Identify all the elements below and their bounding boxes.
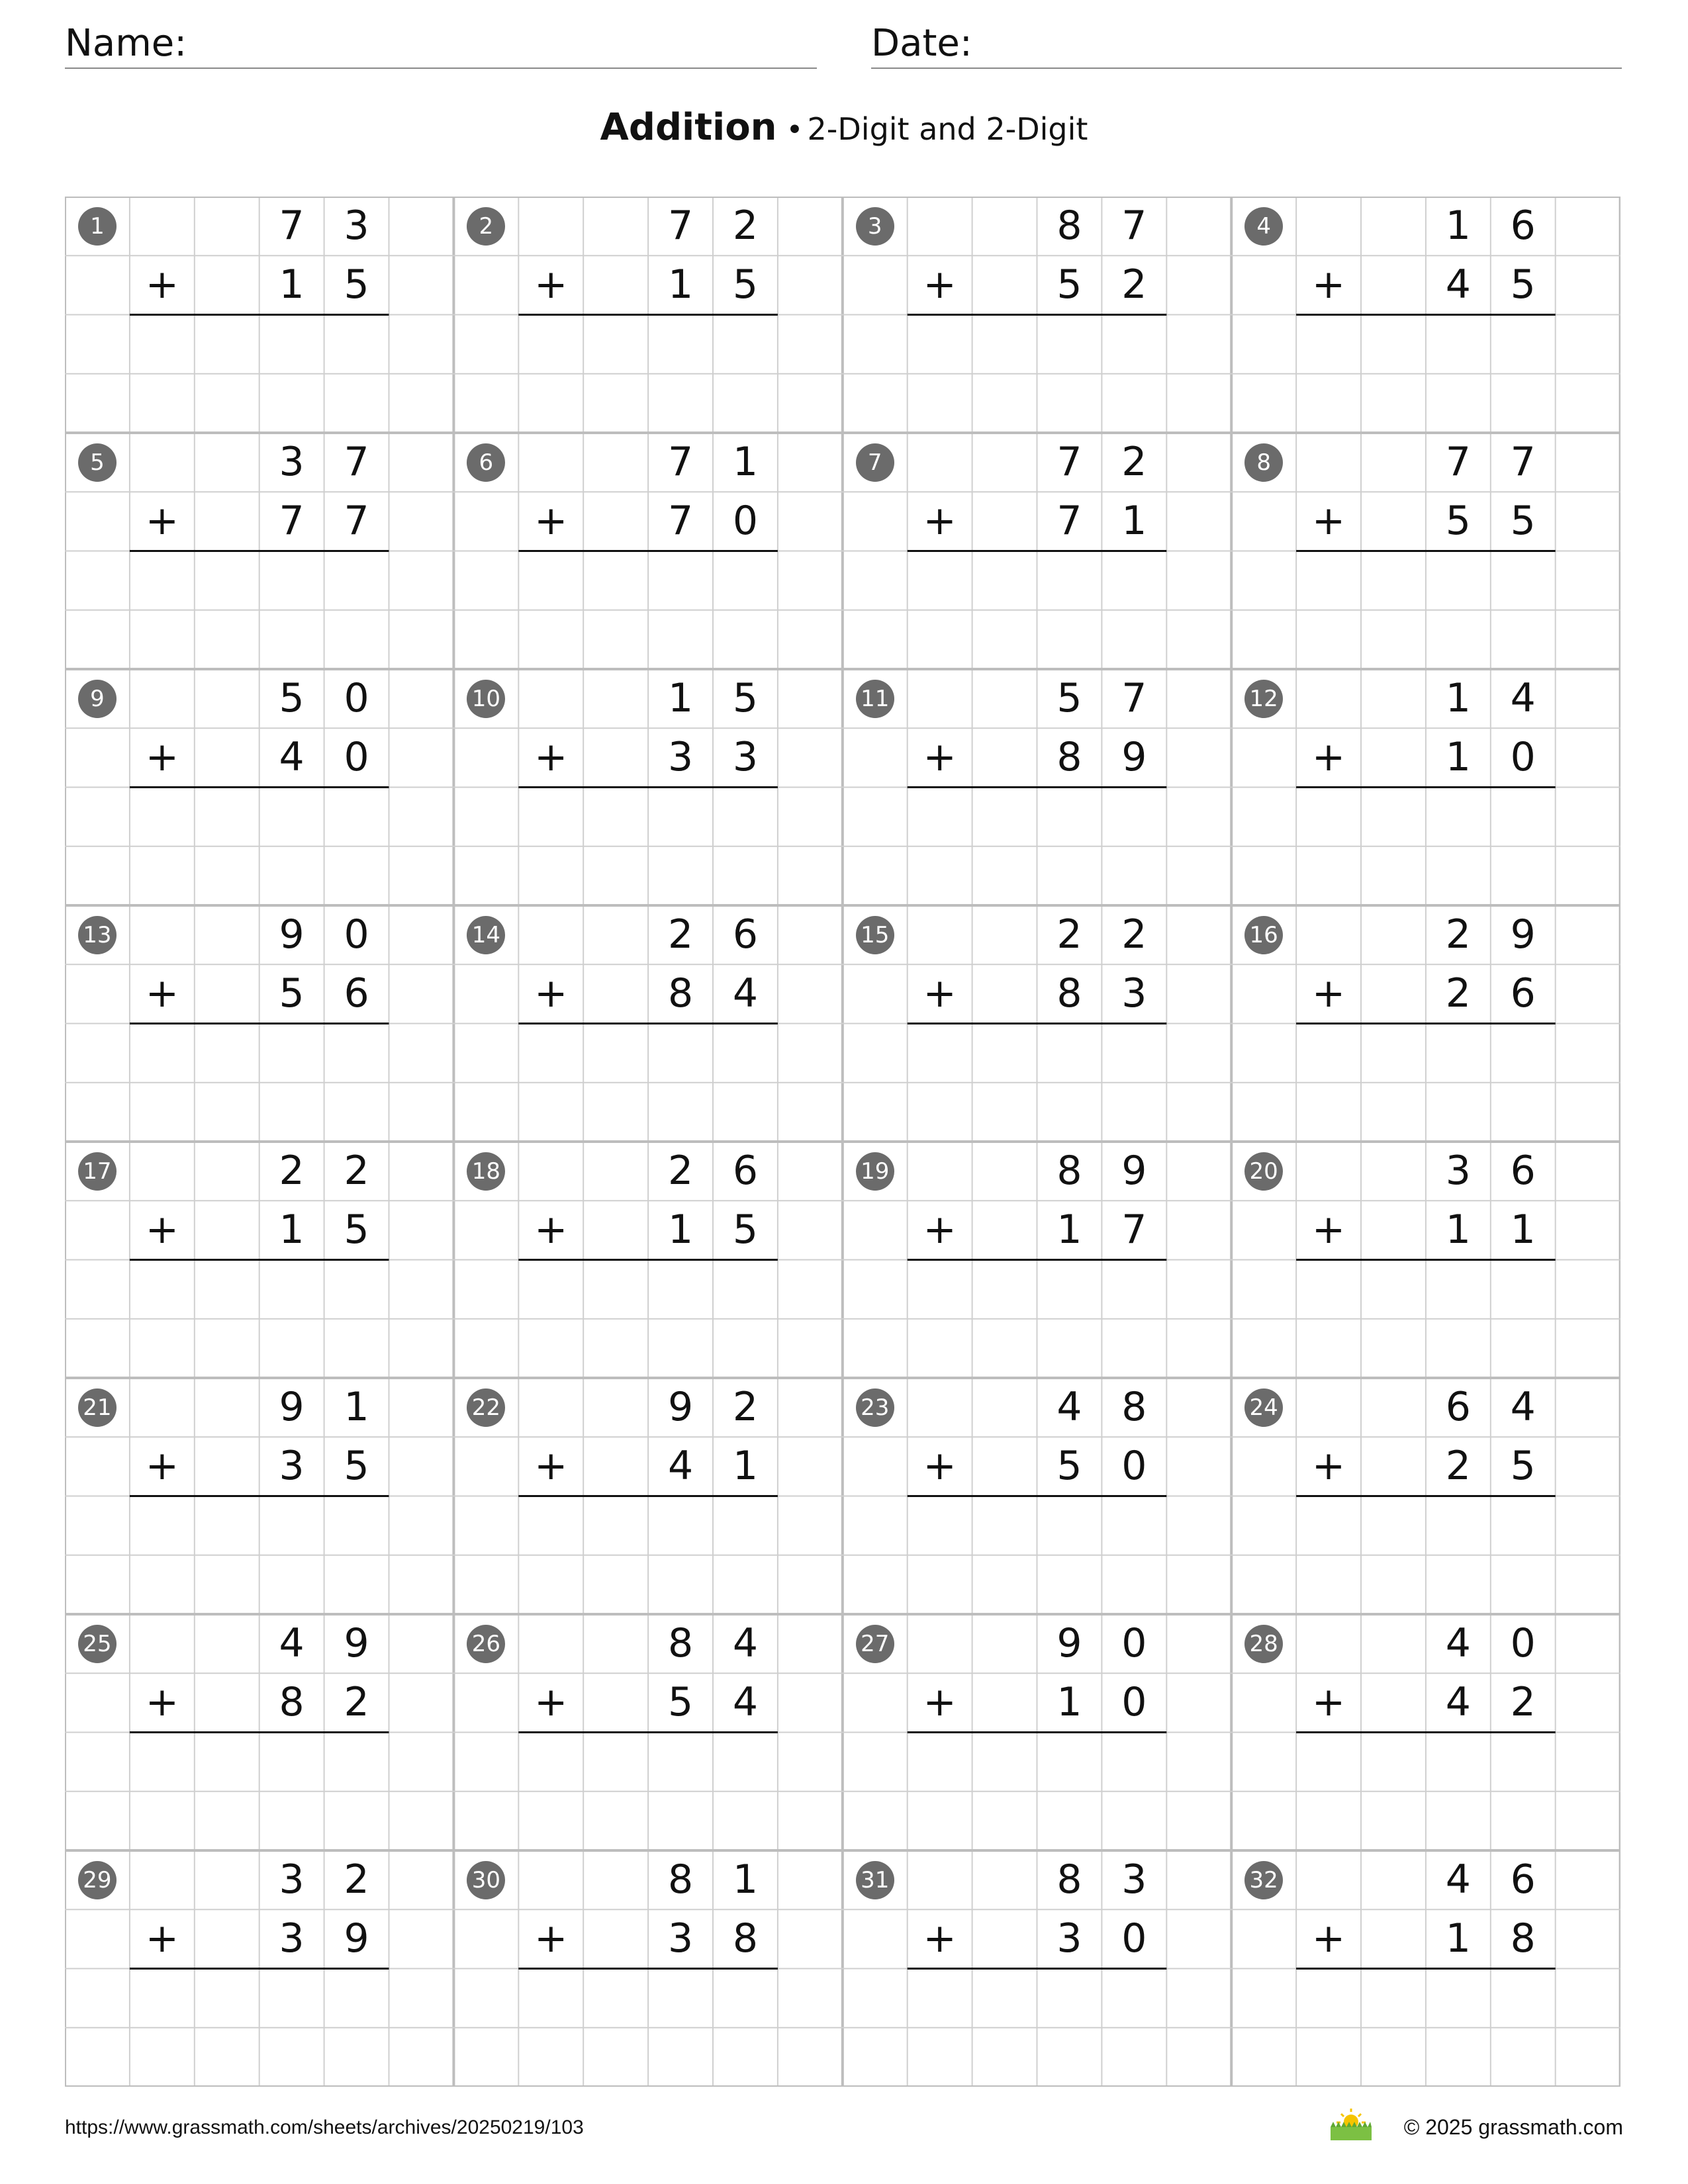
- top-ones-digit: 3: [344, 203, 369, 249]
- plus-sign: +: [923, 261, 957, 308]
- problem-number-badge: 25: [78, 1625, 117, 1663]
- plus-sign: +: [1311, 498, 1346, 545]
- date-field[interactable]: [871, 20, 1622, 69]
- bottom-tens-digit: 3: [279, 1915, 305, 1962]
- footer-url: https://www.grassmath.com/sheets/archives/20250219/103: [65, 2116, 584, 2138]
- plus-sign: +: [923, 498, 957, 545]
- plus-sign: +: [1311, 1915, 1346, 1962]
- top-ones-digit: 3: [1121, 1856, 1147, 1903]
- bottom-tens-digit: 1: [667, 1206, 694, 1253]
- top-tens-digit: 7: [667, 203, 694, 249]
- bottom-tens-digit: 3: [279, 1443, 305, 1490]
- bottom-ones-digit: 2: [1510, 1679, 1536, 1726]
- top-tens-digit: 3: [279, 1856, 305, 1903]
- answer-area[interactable]: [130, 789, 389, 845]
- top-ones-digit: 0: [1510, 1620, 1536, 1666]
- problem-number-badge: 6: [467, 443, 505, 482]
- top-tens-digit: 2: [279, 1148, 305, 1194]
- problem-number-badge: 3: [856, 207, 894, 246]
- top-tens-digit: 7: [667, 439, 694, 485]
- title-subtitle: 2-Digit and 2-Digit: [807, 111, 1088, 147]
- top-tens-digit: 4: [1445, 1620, 1471, 1666]
- bottom-ones-digit: 3: [732, 734, 759, 781]
- problem-number-badge: 29: [78, 1861, 117, 1899]
- top-tens-digit: 9: [279, 911, 305, 958]
- answer-area[interactable]: [518, 1498, 778, 1554]
- answer-area[interactable]: [908, 1498, 1167, 1554]
- top-tens-digit: 6: [1445, 1384, 1471, 1430]
- problem-number-badge: 4: [1244, 207, 1283, 246]
- plus-sign: +: [534, 1679, 568, 1726]
- bottom-tens-digit: 5: [1056, 1443, 1082, 1490]
- bottom-tens-digit: 1: [1056, 1206, 1082, 1253]
- problem-number-badge: 7: [856, 443, 894, 482]
- plus-sign: +: [534, 261, 568, 308]
- top-tens-digit: 2: [667, 1148, 694, 1194]
- top-tens-digit: 2: [1445, 911, 1471, 958]
- top-ones-digit: 0: [1121, 1620, 1147, 1666]
- bottom-tens-digit: 1: [1445, 1206, 1471, 1253]
- bottom-ones-digit: 9: [1121, 734, 1147, 781]
- problem-number-badge: 21: [78, 1388, 117, 1427]
- bottom-ones-digit: 5: [344, 261, 369, 308]
- top-ones-digit: 2: [732, 1384, 759, 1430]
- bottom-tens-digit: 1: [1445, 1915, 1471, 1962]
- answer-area[interactable]: [130, 1734, 389, 1790]
- bottom-tens-digit: 3: [667, 1915, 694, 1962]
- answer-area[interactable]: [908, 1261, 1167, 1318]
- name-label: Name:: [65, 22, 187, 65]
- plus-sign: +: [534, 1443, 568, 1490]
- answer-area[interactable]: [1296, 789, 1556, 845]
- bottom-tens-digit: 5: [1056, 261, 1082, 308]
- top-ones-digit: 2: [1121, 439, 1147, 485]
- bottom-tens-digit: 4: [667, 1443, 694, 1490]
- bottom-tens-digit: 7: [279, 498, 305, 545]
- top-ones-digit: 1: [344, 1384, 369, 1430]
- bottom-ones-digit: 7: [344, 498, 369, 545]
- top-tens-digit: 3: [279, 439, 305, 485]
- top-ones-digit: 8: [1121, 1384, 1147, 1430]
- bottom-ones-digit: 1: [1510, 1206, 1536, 1253]
- bottom-ones-digit: 4: [732, 1679, 759, 1726]
- top-ones-digit: 4: [732, 1620, 759, 1666]
- plus-sign: +: [534, 1206, 568, 1253]
- bottom-ones-digit: 5: [1510, 261, 1536, 308]
- top-tens-digit: 8: [667, 1620, 694, 1666]
- top-tens-digit: 1: [667, 675, 694, 721]
- name-field[interactable]: [65, 20, 817, 69]
- top-ones-digit: 4: [1510, 675, 1536, 721]
- problem-number-badge: 16: [1244, 916, 1283, 954]
- answer-area[interactable]: [130, 1261, 389, 1318]
- problem-number-badge: 30: [467, 1861, 505, 1899]
- plus-sign: +: [145, 734, 179, 781]
- answer-area[interactable]: [1296, 1970, 1556, 2026]
- answer-area[interactable]: [1296, 1734, 1556, 1790]
- top-tens-digit: 5: [279, 675, 305, 721]
- top-ones-digit: 6: [1510, 1856, 1536, 1903]
- bottom-ones-digit: 0: [1121, 1915, 1147, 1962]
- top-ones-digit: 6: [732, 1148, 759, 1194]
- bottom-tens-digit: 1: [279, 261, 305, 308]
- top-ones-digit: 2: [732, 203, 759, 249]
- top-ones-digit: 9: [344, 1620, 369, 1666]
- answer-area[interactable]: [908, 1970, 1167, 2026]
- bottom-tens-digit: 3: [1056, 1915, 1082, 1962]
- problem-number-badge: 27: [856, 1625, 894, 1663]
- answer-area[interactable]: [908, 789, 1167, 845]
- plus-sign: +: [1311, 261, 1346, 308]
- problem-number-badge: 8: [1244, 443, 1283, 482]
- bottom-ones-digit: 2: [344, 1679, 369, 1726]
- top-ones-digit: 7: [1121, 203, 1147, 249]
- problem-number-badge: 14: [467, 916, 505, 954]
- plus-sign: +: [145, 1679, 179, 1726]
- bottom-tens-digit: 5: [667, 1679, 694, 1726]
- top-ones-digit: 4: [1510, 1384, 1536, 1430]
- top-ones-digit: 6: [732, 911, 759, 958]
- bottom-tens-digit: 1: [279, 1206, 305, 1253]
- bottom-ones-digit: 5: [344, 1443, 369, 1490]
- worksheet-title: [0, 106, 1688, 149]
- bottom-tens-digit: 8: [1056, 970, 1082, 1017]
- top-tens-digit: 1: [1445, 675, 1471, 721]
- answer-area[interactable]: [130, 316, 389, 373]
- plus-sign: +: [534, 970, 568, 1017]
- top-tens-digit: 7: [1445, 439, 1471, 485]
- top-tens-digit: 4: [1445, 1856, 1471, 1903]
- top-tens-digit: 4: [279, 1620, 305, 1666]
- plus-sign: +: [145, 1443, 179, 1490]
- problem-number-badge: 24: [1244, 1388, 1283, 1427]
- plus-sign: +: [534, 1915, 568, 1962]
- bottom-ones-digit: 4: [732, 970, 759, 1017]
- answer-area[interactable]: [908, 1025, 1167, 1081]
- bottom-ones-digit: 0: [1510, 734, 1536, 781]
- top-tens-digit: 8: [1056, 1856, 1082, 1903]
- plus-sign: +: [923, 970, 957, 1017]
- plus-sign: +: [534, 734, 568, 781]
- answer-area[interactable]: [130, 1025, 389, 1081]
- top-tens-digit: 2: [667, 911, 694, 958]
- top-tens-digit: 3: [1445, 1148, 1471, 1194]
- grass-sun-logo-icon: [1328, 2105, 1374, 2142]
- footer-copyright: © 2025 grassmath.com: [1403, 2115, 1623, 2139]
- top-tens-digit: 7: [279, 203, 305, 249]
- top-ones-digit: 0: [344, 675, 369, 721]
- bottom-ones-digit: 0: [732, 498, 759, 545]
- top-tens-digit: 5: [1056, 675, 1082, 721]
- answer-area[interactable]: [518, 316, 778, 373]
- problem-number-badge: 13: [78, 916, 117, 954]
- answer-area[interactable]: [518, 1970, 778, 2026]
- answer-area[interactable]: [1296, 553, 1556, 609]
- plus-sign: +: [923, 1915, 957, 1962]
- problem-number-badge: 5: [78, 443, 117, 482]
- problem-number-badge: 15: [856, 916, 894, 954]
- problem-number-badge: 18: [467, 1152, 505, 1191]
- top-ones-digit: 5: [732, 675, 759, 721]
- top-ones-digit: 7: [1510, 439, 1536, 485]
- bottom-ones-digit: 0: [1121, 1443, 1147, 1490]
- problem-number-badge: 31: [856, 1861, 894, 1899]
- plus-sign: +: [1311, 1679, 1346, 1726]
- top-ones-digit: 0: [344, 911, 369, 958]
- top-ones-digit: 6: [1510, 1148, 1536, 1194]
- plus-sign: +: [1311, 970, 1346, 1017]
- plus-sign: +: [923, 1206, 957, 1253]
- plus-sign: +: [145, 1206, 179, 1253]
- problem-number-badge: 2: [467, 207, 505, 246]
- top-ones-digit: 2: [1121, 911, 1147, 958]
- plus-sign: +: [534, 498, 568, 545]
- plus-sign: +: [1311, 1443, 1346, 1490]
- answer-area[interactable]: [518, 789, 778, 845]
- bottom-ones-digit: 3: [1121, 970, 1147, 1017]
- top-ones-digit: 7: [1121, 675, 1147, 721]
- problem-number-badge: 26: [467, 1625, 505, 1663]
- top-ones-digit: 7: [344, 439, 369, 485]
- problem-number-badge: 1: [78, 207, 117, 246]
- plus-sign: +: [145, 261, 179, 308]
- plus-sign: +: [923, 734, 957, 781]
- bottom-ones-digit: 5: [732, 1206, 759, 1253]
- bottom-ones-digit: 7: [1121, 1206, 1147, 1253]
- problem-number-badge: 11: [856, 680, 894, 718]
- bottom-tens-digit: 8: [667, 970, 694, 1017]
- answer-area[interactable]: [518, 1734, 778, 1790]
- top-tens-digit: 8: [667, 1856, 694, 1903]
- bottom-tens-digit: 7: [1056, 498, 1082, 545]
- plus-sign: +: [1311, 1206, 1346, 1253]
- bottom-tens-digit: 5: [1445, 498, 1471, 545]
- bottom-tens-digit: 4: [279, 734, 305, 781]
- bottom-tens-digit: 7: [667, 498, 694, 545]
- answer-area[interactable]: [518, 1261, 778, 1318]
- bottom-tens-digit: 4: [1445, 261, 1471, 308]
- top-tens-digit: 9: [1056, 1620, 1082, 1666]
- plus-sign: +: [923, 1679, 957, 1726]
- problem-number-badge: 22: [467, 1388, 505, 1427]
- bottom-ones-digit: 0: [1121, 1679, 1147, 1726]
- bottom-tens-digit: 8: [1056, 734, 1082, 781]
- problem-number-badge: 19: [856, 1152, 894, 1191]
- answer-area[interactable]: [518, 553, 778, 609]
- bottom-ones-digit: 5: [1510, 1443, 1536, 1490]
- date-label: Date:: [871, 22, 972, 65]
- top-ones-digit: 6: [1510, 203, 1536, 249]
- answer-area[interactable]: [1296, 1261, 1556, 1318]
- top-tens-digit: 1: [1445, 203, 1471, 249]
- bottom-ones-digit: 0: [344, 734, 369, 781]
- answer-area[interactable]: [908, 316, 1167, 373]
- plus-sign: +: [145, 970, 179, 1017]
- problem-number-badge: 9: [78, 680, 117, 718]
- bottom-ones-digit: 8: [1510, 1915, 1536, 1962]
- answer-area[interactable]: [1296, 1498, 1556, 1554]
- answer-area[interactable]: [908, 553, 1167, 609]
- problem-number-badge: 28: [1244, 1625, 1283, 1663]
- bottom-tens-digit: 2: [1445, 970, 1471, 1017]
- bottom-ones-digit: 1: [1121, 498, 1147, 545]
- bottom-tens-digit: 4: [1445, 1679, 1471, 1726]
- title-bullet: •: [786, 113, 804, 147]
- top-tens-digit: 4: [1056, 1384, 1082, 1430]
- top-tens-digit: 7: [1056, 439, 1082, 485]
- top-ones-digit: 1: [732, 439, 759, 485]
- problem-number-badge: 23: [856, 1388, 894, 1427]
- bottom-ones-digit: 5: [344, 1206, 369, 1253]
- bottom-ones-digit: 5: [732, 261, 759, 308]
- answer-area[interactable]: [130, 1498, 389, 1554]
- bottom-tens-digit: 1: [667, 261, 694, 308]
- bottom-ones-digit: 1: [732, 1443, 759, 1490]
- problem-grid: [65, 197, 1620, 2087]
- top-ones-digit: 2: [344, 1148, 369, 1194]
- bottom-ones-digit: 5: [1510, 498, 1536, 545]
- problem-number-badge: 32: [1244, 1861, 1283, 1899]
- top-tens-digit: 8: [1056, 203, 1082, 249]
- top-ones-digit: 2: [344, 1856, 369, 1903]
- bottom-tens-digit: 1: [1056, 1679, 1082, 1726]
- bottom-ones-digit: 2: [1121, 261, 1147, 308]
- bottom-tens-digit: 2: [1445, 1443, 1471, 1490]
- top-tens-digit: 8: [1056, 1148, 1082, 1194]
- answer-area[interactable]: [130, 553, 389, 609]
- problem-number-badge: 12: [1244, 680, 1283, 718]
- title-main: Addition: [600, 106, 777, 149]
- bottom-tens-digit: 3: [667, 734, 694, 781]
- top-tens-digit: 9: [667, 1384, 694, 1430]
- top-ones-digit: 9: [1510, 911, 1536, 958]
- answer-area[interactable]: [130, 1970, 389, 2026]
- answer-area[interactable]: [1296, 316, 1556, 373]
- bottom-ones-digit: 6: [1510, 970, 1536, 1017]
- bottom-tens-digit: 8: [279, 1679, 305, 1726]
- bottom-ones-digit: 9: [344, 1915, 369, 1962]
- problem-number-badge: 10: [467, 680, 505, 718]
- bottom-ones-digit: 6: [344, 970, 369, 1017]
- answer-area[interactable]: [908, 1734, 1167, 1790]
- bottom-tens-digit: 5: [279, 970, 305, 1017]
- plus-sign: +: [923, 1443, 957, 1490]
- bottom-ones-digit: 8: [732, 1915, 759, 1962]
- top-tens-digit: 9: [279, 1384, 305, 1430]
- problem-number-badge: 20: [1244, 1152, 1283, 1191]
- top-ones-digit: 9: [1121, 1148, 1147, 1194]
- plus-sign: +: [1311, 734, 1346, 781]
- answer-area[interactable]: [518, 1025, 778, 1081]
- bottom-tens-digit: 1: [1445, 734, 1471, 781]
- top-tens-digit: 2: [1056, 911, 1082, 958]
- top-ones-digit: 1: [732, 1856, 759, 1903]
- plus-sign: +: [145, 1915, 179, 1962]
- plus-sign: +: [145, 498, 179, 545]
- answer-area[interactable]: [1296, 1025, 1556, 1081]
- problem-number-badge: 17: [78, 1152, 117, 1191]
